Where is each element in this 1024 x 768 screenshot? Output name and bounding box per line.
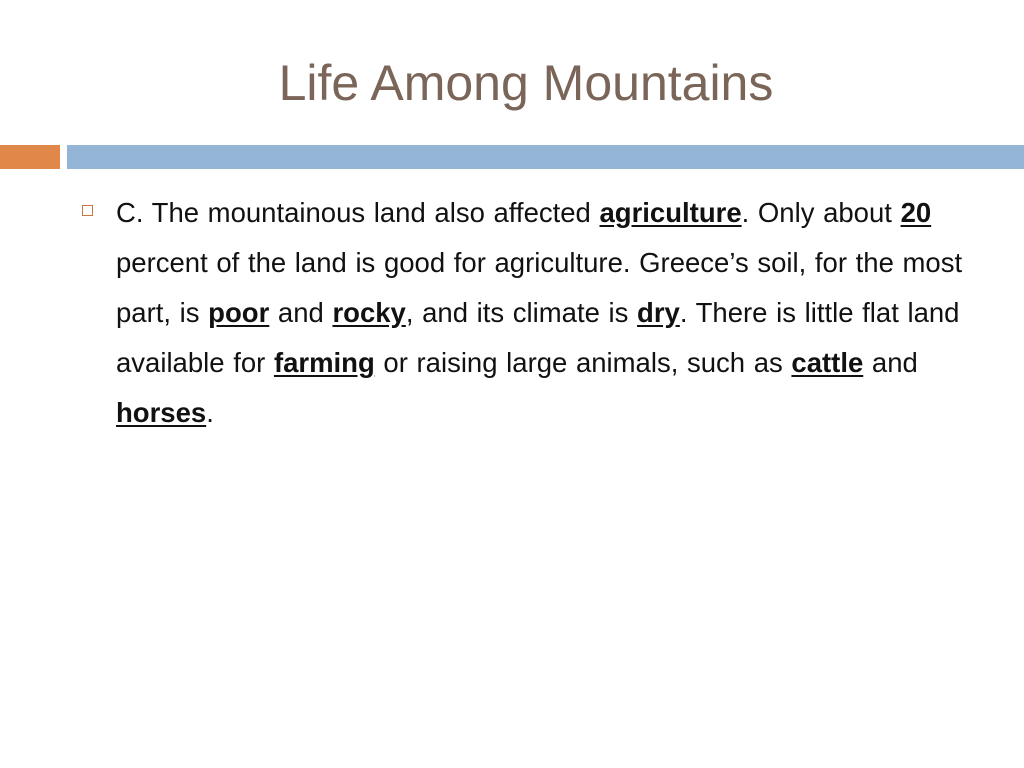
text-segment: and [269,297,333,328]
text-segment: . There is little flat land available for [116,297,960,378]
accent-bar-blue [67,145,1024,169]
keyword-horses: horses [116,397,207,428]
slide-title: Life Among Mountains [278,55,774,111]
text-segment: and [863,347,918,378]
accent-bar-orange [0,145,60,169]
keyword-farming: farming [273,347,375,378]
text-segment: . [206,397,214,428]
hollow-square-bullet-icon [82,205,93,216]
keyword-20: 20 [900,197,932,228]
keyword-rocky: rocky [332,297,406,328]
bullet-item [80,188,980,438]
text-segment: C. The mountainous land also affected [116,197,600,228]
slide-content [80,188,980,438]
keyword-poor: poor [208,297,270,328]
keyword-cattle: cattle [791,347,864,378]
text-segment: . Only about [741,197,901,228]
text-segment: , and its climate is [405,297,638,328]
bullet-text [116,188,980,438]
text-segment: percent of the land is good for agriculture. Greece’s soil, for the most part, is [116,247,963,328]
keyword-agriculture: agriculture [599,197,742,228]
keyword-dry: dry [637,297,680,328]
text-segment: or raising large animals, such as [374,347,792,378]
